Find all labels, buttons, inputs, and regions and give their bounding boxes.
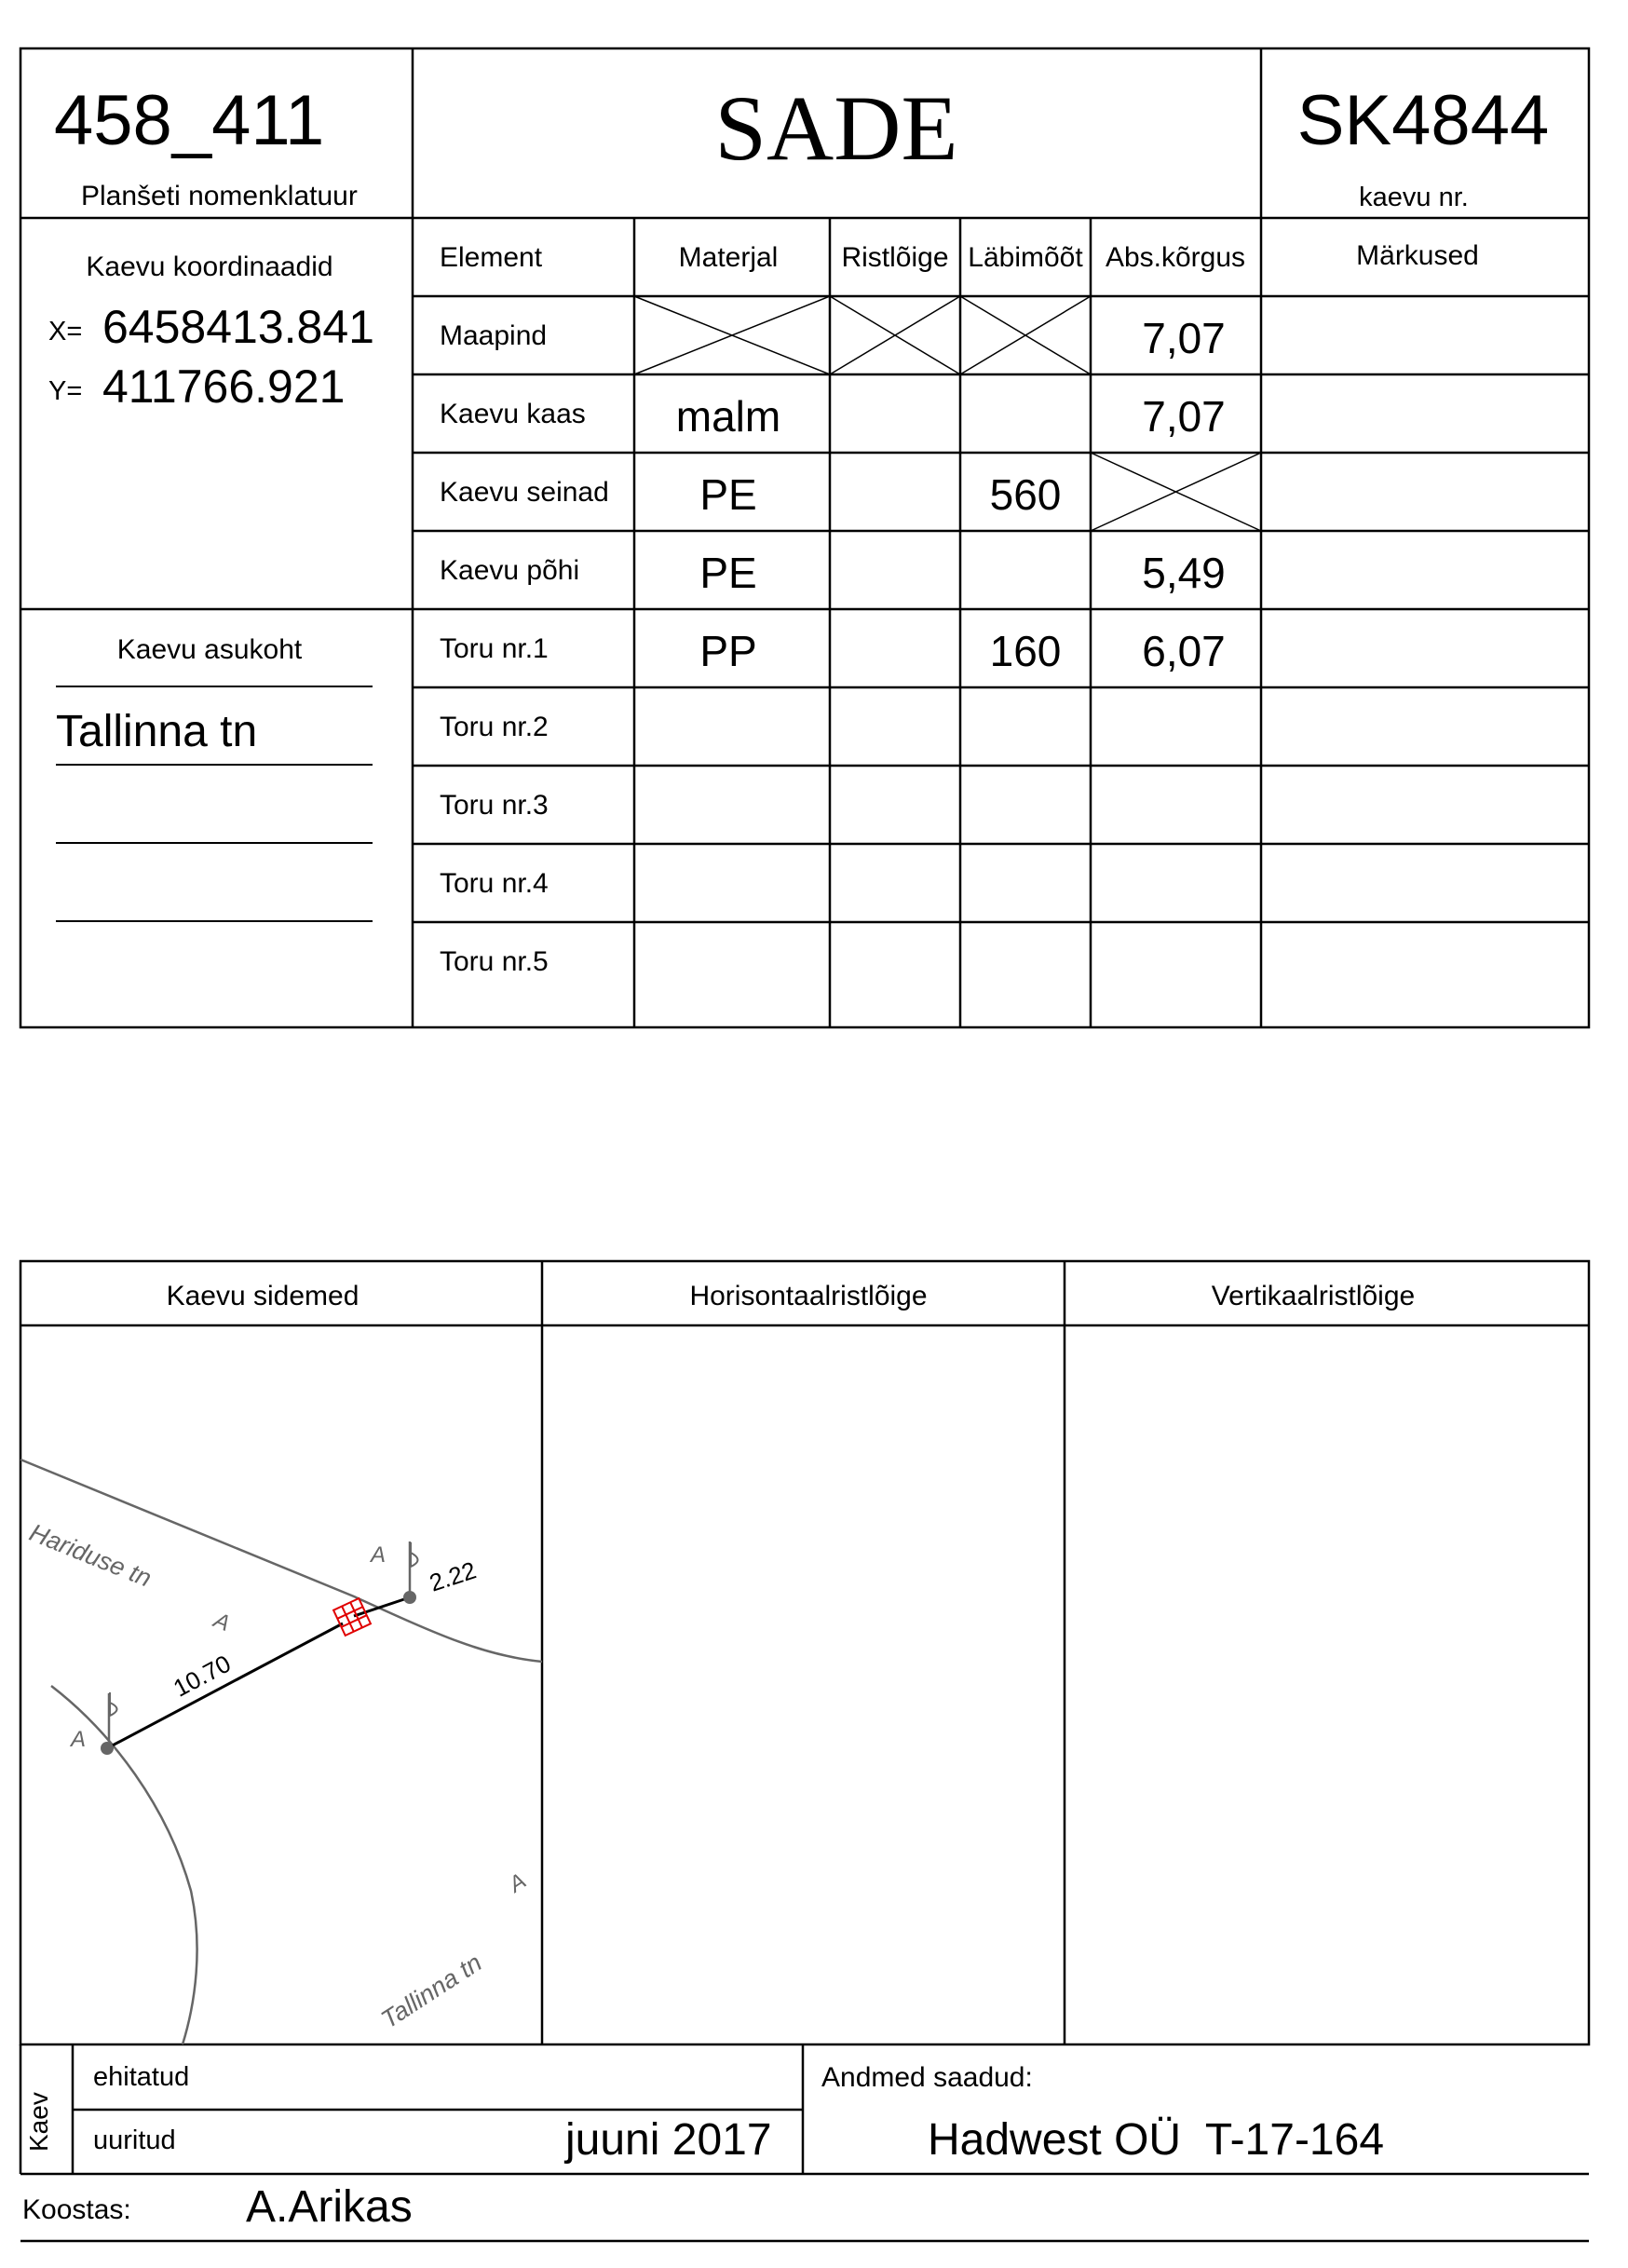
y-label: Y=: [48, 376, 83, 406]
network-type-title: SADE: [714, 76, 958, 180]
element-cell: Toru nr.3: [440, 790, 549, 821]
element-cell: Kaevu kaas: [440, 399, 586, 429]
author-value: A.Arikas: [246, 2182, 413, 2232]
point-mark-1: A: [71, 1727, 87, 1752]
coordinates-title: Kaevu koordinaadid: [86, 251, 333, 282]
material-cell: PE: [699, 549, 757, 597]
side-label-kaev: Kaev: [24, 2092, 53, 2152]
surveyed-date: juuni 2017: [565, 2115, 772, 2165]
material-cell: malm: [675, 392, 781, 441]
x-label: X=: [48, 317, 83, 346]
distance-label-1: 10.70: [169, 1649, 236, 1703]
element-cell: Kaevu seinad: [440, 477, 609, 508]
point-mark-2: A: [210, 1608, 234, 1637]
point-mark-4: A: [504, 1867, 531, 1898]
elevation-cell: 7,07: [1142, 392, 1226, 441]
location-line-1: Tallinna tn: [56, 707, 258, 756]
element-cell: Maapind: [440, 320, 548, 351]
distance-label-2: 2.22: [426, 1555, 480, 1597]
diameter-cell: 160: [989, 627, 1062, 675]
x-value: 6458413.841: [102, 301, 374, 353]
y-value: 411766.921: [102, 360, 346, 413]
surveyed-label: uuritud: [93, 2125, 176, 2155]
well-number-label: kaevu nr.: [1359, 183, 1469, 212]
sheet-number: 458_411: [54, 81, 325, 160]
element-cell: Toru nr.5: [440, 946, 549, 977]
col-notes: Märkused: [1356, 240, 1479, 271]
element-cell: Toru nr.4: [440, 868, 549, 899]
source-value: Hadwest OÜ T-17-164: [928, 2115, 1385, 2165]
element-cell: Toru nr.2: [440, 712, 549, 742]
reference-point-2: [403, 1591, 416, 1604]
col-element: Element: [440, 242, 543, 273]
well-marker: [333, 1598, 371, 1636]
elevation-cell: 7,07: [1142, 314, 1226, 362]
diameter-cell: 560: [989, 470, 1062, 519]
material-cell: PE: [699, 470, 757, 519]
col-material: Materjal: [678, 242, 779, 273]
col-cross-section: Ristlõige: [841, 242, 949, 273]
element-cell: Toru nr.1: [440, 633, 549, 664]
tie-line-1: [107, 1623, 343, 1748]
built-label: ehitatud: [93, 2062, 190, 2092]
tallinna-street-label: Tallinna tn: [375, 1948, 487, 2034]
hariduse-street-label: Hariduse tn: [25, 1518, 156, 1593]
material-cell: PP: [699, 627, 757, 675]
col-diameter: Läbimõõt: [968, 242, 1083, 273]
author-label: Koostas:: [22, 2194, 131, 2225]
sheet-label: Planšeti nomenklatuur: [81, 181, 358, 211]
section-horizontal-title: Horisontaalristlõige: [689, 1281, 928, 1311]
section-vertical-title: Vertikaalristlõige: [1211, 1281, 1416, 1311]
location-title: Kaevu asukoht: [116, 634, 303, 665]
source-label: Andmed saadud:: [821, 2062, 1033, 2093]
section-ties-title: Kaevu sidemed: [166, 1281, 360, 1311]
col-elevation: Abs.kõrgus: [1105, 242, 1246, 273]
point-mark-3: A: [371, 1542, 387, 1568]
well-number: SK4844: [1296, 81, 1550, 160]
reference-point-1: [101, 1742, 114, 1755]
elevation-cell: 6,07: [1142, 627, 1226, 675]
element-cell: Kaevu põhi: [440, 555, 580, 586]
elevation-cell: 5,49: [1142, 549, 1226, 597]
